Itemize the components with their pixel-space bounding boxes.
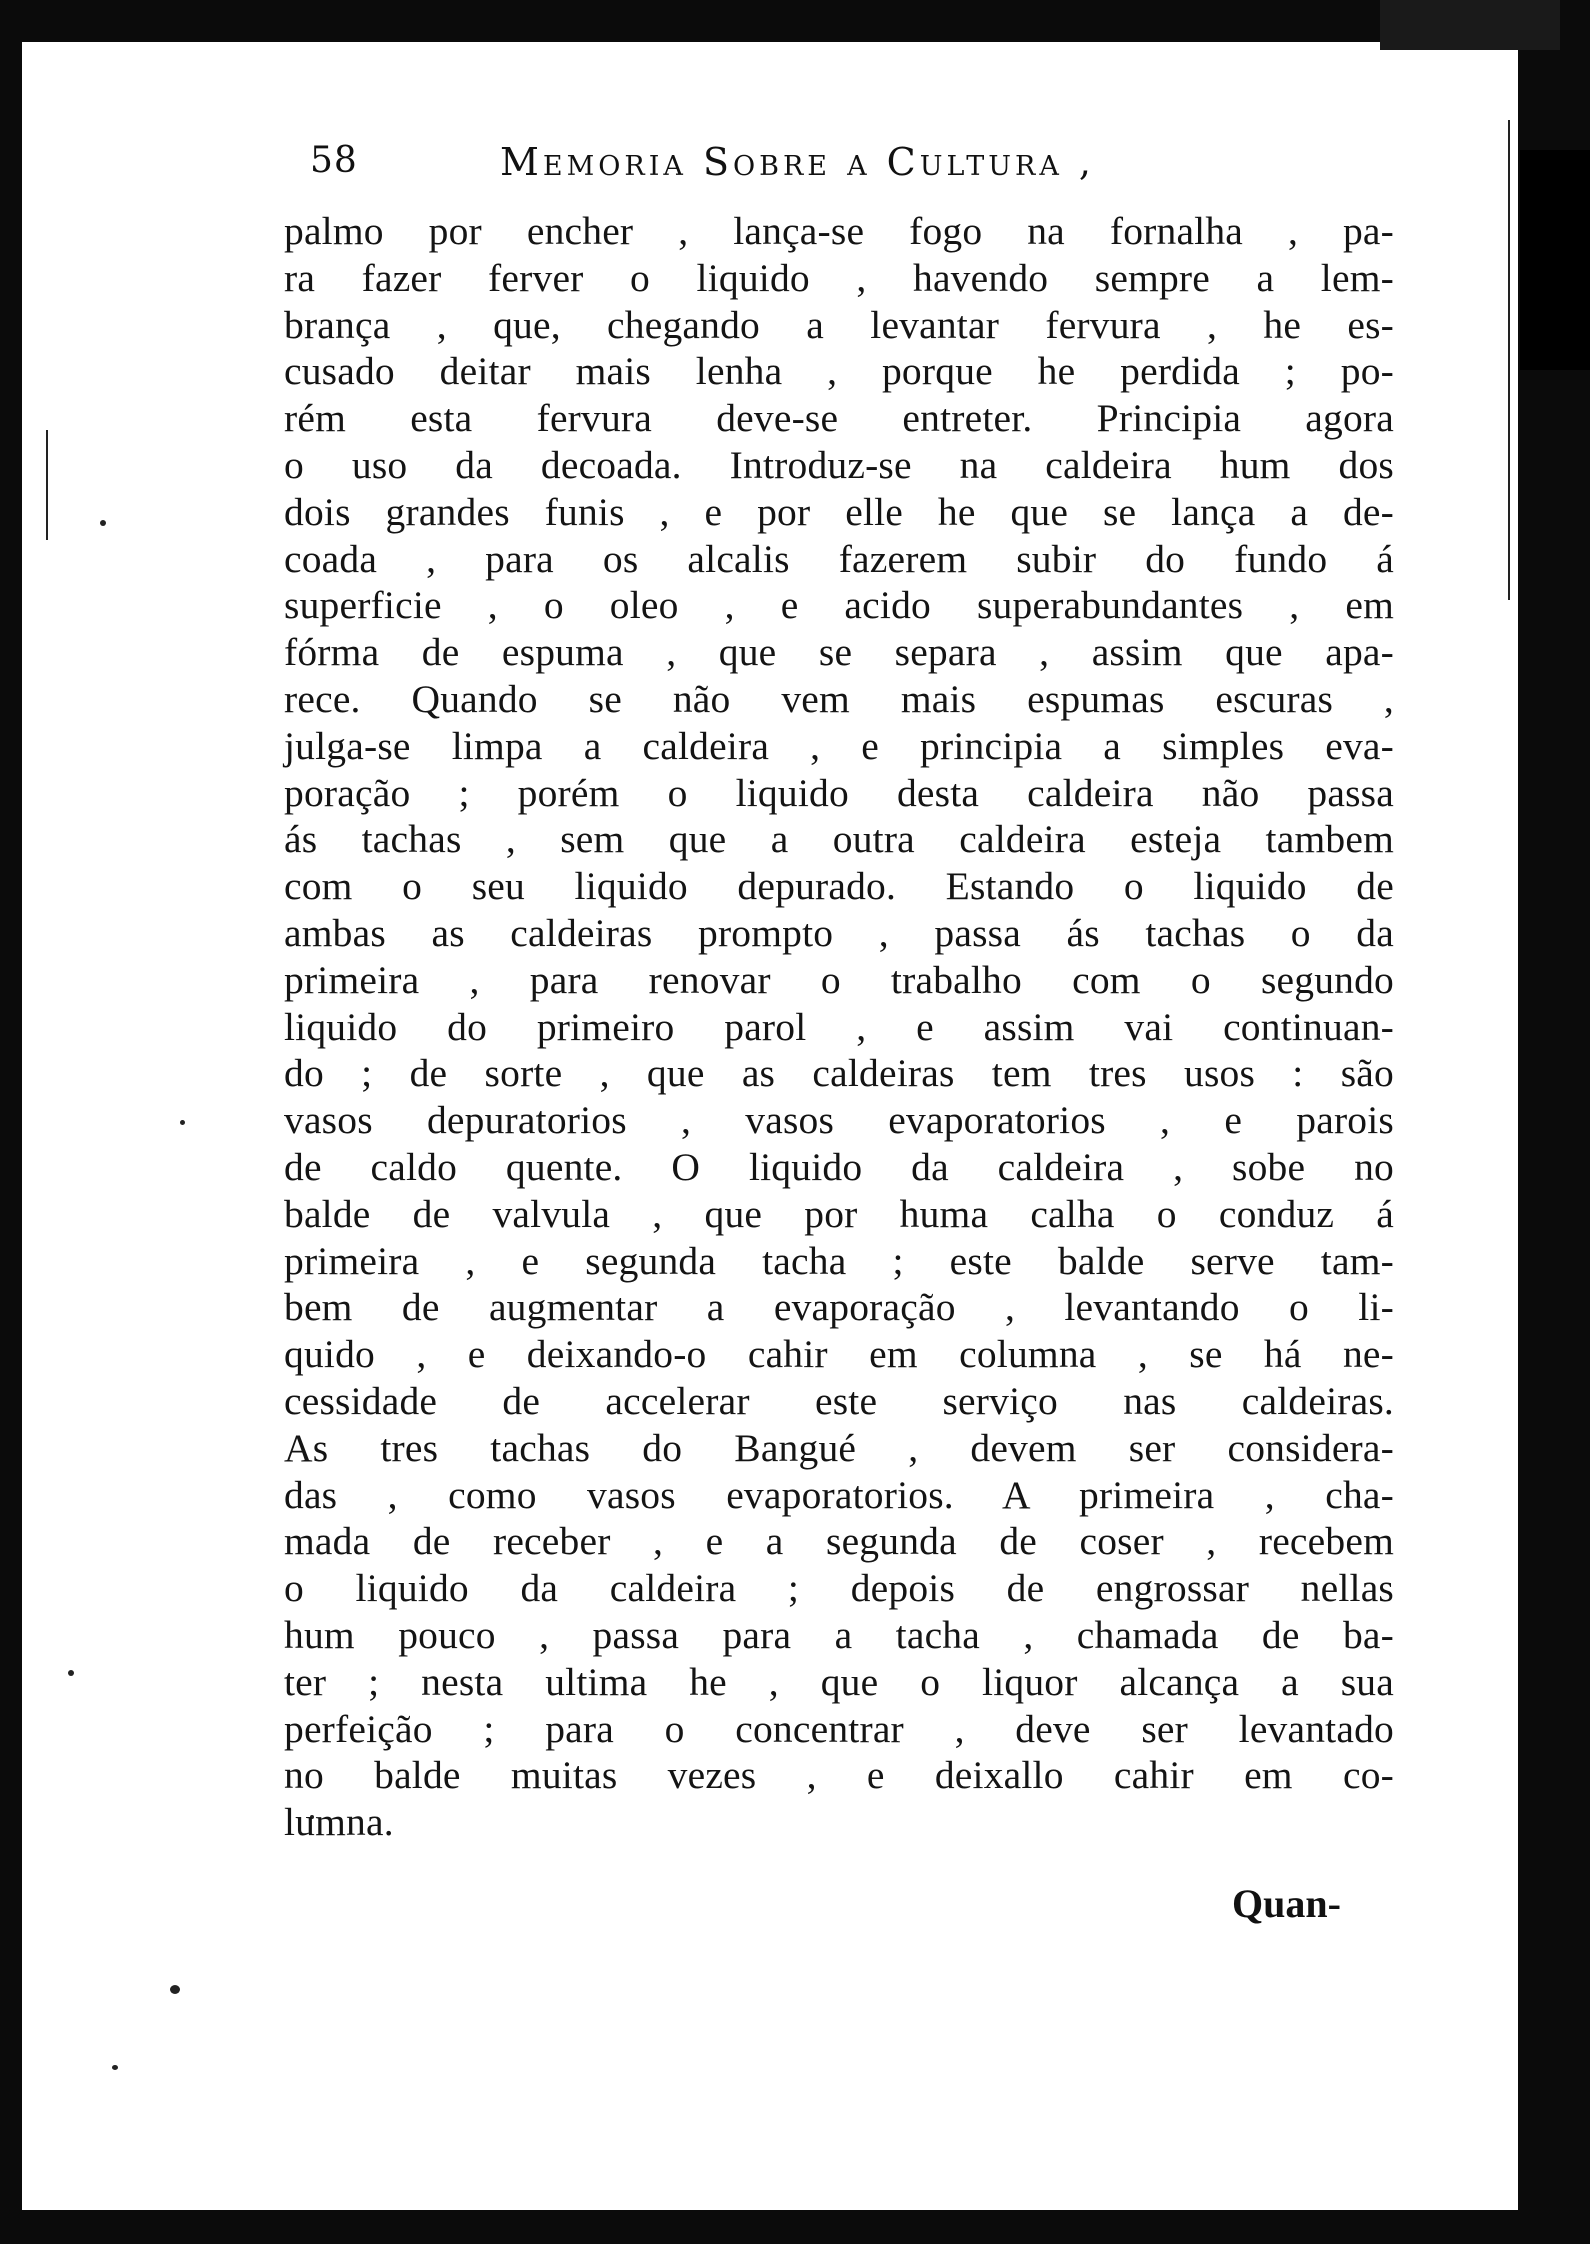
ink-speck [170,1985,180,1994]
page-number: 58 [310,140,358,181]
text-line: quido , e deixando-o cahir em columna , se há ne- [284,1332,1394,1377]
text-line: de caldo quente. O liquido da caldeira , sobe no [284,1144,1394,1189]
text-line: lumna. [284,1800,394,1845]
text-line: cusado deitar mais lenha , porque he perdida ; po- [284,349,1394,394]
text-line: ás tachas , sem que a outra caldeira esteja tambem [284,817,1394,862]
text-line: primeira , e segunda tacha ; este balde serve tam- [284,1238,1394,1283]
text-line: fórma de espuma , que se separa , assim que apa- [284,630,1394,675]
text-line: poração ; porém o liquido desta caldeira não passa [284,770,1394,815]
page-header [310,140,1210,196]
text-line: bem de augmentar a evaporação , levantando o li- [284,1285,1394,1330]
text-line: rém esta fervura deve-se entreter. Principia agora [284,396,1394,441]
text-line: com o seu liquido depurado. Estando o liquido de [284,864,1394,909]
catchword: Quan- [1232,1881,1341,1926]
text-line: ra fazer ferver o liquido , havendo sempre a lem- [284,255,1394,300]
text-line: superficie , o oleo , e acido superabundantes , em [284,583,1394,628]
text-line: mada de receber , e a segunda de coser , recebem [284,1519,1394,1564]
text-line: liquido do primeiro parol , e assim vai continuan- [284,1004,1394,1049]
body-text [284,208,1394,1846]
text-line: do ; de sorte , que as caldeiras tem tres usos : são [284,1051,1394,1096]
text-line: o uso da decoada. Introduz-se na caldeira hum dos [284,442,1394,487]
scan-edge-shadow [1380,0,1560,50]
right-margin-rule [1508,120,1510,600]
text-line: brança , que, chegando a levantar fervura , he es- [284,302,1394,347]
text-line: palmo por encher , lança-se fogo na fornalha , pa- [284,209,1394,253]
text-line: rece. Quando se não vem mais espumas escuras , [284,676,1394,721]
ink-speck [112,2065,118,2070]
text-line: o liquido da caldeira ; depois de engrossar nellas [284,1566,1394,1611]
left-margin-rule [46,430,48,540]
text-line: perfeição ; para o concentrar , deve ser levantado [284,1706,1394,1751]
text-line: ambas as caldeiras prompto , passa ás tachas o da [284,910,1394,955]
text-line: primeira , para renovar o trabalho com o segundo [284,957,1394,1002]
text-line: julga-se limpa a caldeira , e principia a simples eva- [284,723,1394,768]
text-line: das , como vasos evaporatorios. A primeira , cha- [284,1472,1394,1517]
text-line: ter ; nesta ultima he , que o liquor alcança a sua [284,1659,1394,1704]
text-line: dois grandes funis , e por elle he que se lança a de- [284,489,1394,534]
text-line: balde de valvula , que por huma calha o conduz á [284,1191,1394,1236]
ink-speck [68,1670,74,1676]
text-line: vasos depuratorios , vasos evaporatorios , e parois [284,1098,1394,1143]
text-line: cessidade de accelerar este serviço nas caldeiras. [284,1378,1394,1423]
text-line: coada , para os alcalis fazerem subir do fundo á [284,536,1394,581]
ink-speck [100,520,106,526]
text-line: As tres tachas do Bangué , devem ser considera- [284,1425,1394,1470]
scan-edge-tab [1520,150,1590,370]
text-line: no balde muitas vezes , e deixallo cahir em co- [284,1753,1394,1798]
text-line: hum pouco , passa para a tacha , chamada de ba- [284,1612,1394,1657]
ink-speck [180,1120,185,1125]
running-title: Memoria Sobre a Cultura , [500,140,1095,184]
